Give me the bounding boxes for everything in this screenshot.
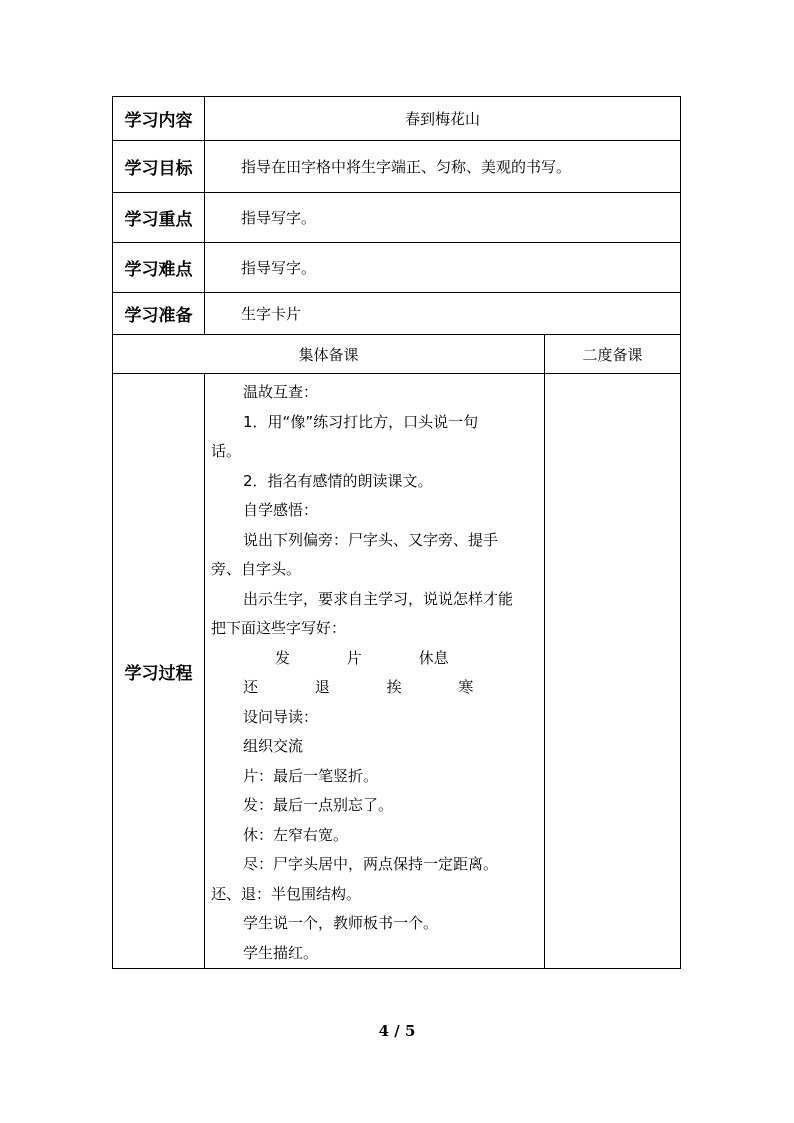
header-second: 二度备课	[545, 335, 681, 374]
row-content	[113, 97, 681, 141]
process-line: 组织交流	[243, 737, 304, 755]
value-content: 春到梅花山	[205, 97, 681, 141]
process-content	[205, 374, 545, 969]
process-line: 温故互查：	[243, 383, 319, 401]
row-difficulty	[113, 243, 681, 293]
process-line: 片：最后一笔竖折。	[243, 766, 379, 785]
row-focus	[113, 193, 681, 243]
row-prep	[113, 293, 681, 335]
row-goal	[113, 141, 681, 193]
character-list	[211, 644, 534, 703]
value-prep: 生字卡片	[205, 293, 681, 335]
header-collective: 集体备课	[113, 335, 545, 374]
label-goal: 学习目标	[113, 141, 205, 193]
character-item: 寒	[458, 678, 474, 696]
value-difficulty: 指导写字。	[205, 243, 681, 293]
process-line: 2．指名有感情的朗读课文。	[243, 471, 433, 490]
process-line: 1．用“像”练习打比方，口头说一句	[243, 412, 479, 431]
character-item: 退	[314, 678, 330, 696]
character-item: 还	[243, 678, 259, 696]
process-line: 自学感悟：	[243, 501, 319, 519]
value-focus: 指导写字。	[205, 193, 681, 243]
label-process: 学习过程	[113, 374, 205, 969]
process-line: 说出下列偏旁：尸字头、又字旁、提手	[243, 530, 499, 549]
character-item: 休息	[418, 648, 449, 667]
second-prep-cell	[545, 374, 681, 969]
process-line: 还、退：半包围结构。	[211, 884, 362, 903]
process-line: 学生说一个，教师板书一个。	[243, 914, 439, 932]
process-line: 旁、自字头。	[211, 560, 302, 578]
process-line: 学生描红。	[243, 943, 319, 962]
character-item: 发	[275, 648, 291, 667]
process-line: 设问导读：	[243, 707, 319, 726]
process-line: 休：左窄右宽。	[243, 825, 349, 844]
label-prep: 学习准备	[113, 293, 205, 335]
process-line: 出示生字，要求自主学习，说说怎样才能	[243, 589, 514, 608]
character-item: 片	[346, 648, 362, 667]
label-content: 学习内容	[113, 97, 205, 141]
page-number: 4 / 5	[378, 1022, 416, 1040]
label-difficulty: 学习难点	[113, 243, 205, 293]
lesson-plan-table	[112, 96, 681, 969]
process-line: 话。	[211, 442, 242, 460]
process-line: 尽：尸字头居中，两点保持一定距离。	[243, 855, 499, 873]
row-headers	[113, 335, 681, 374]
character-item: 挨	[386, 678, 402, 696]
row-process	[113, 374, 681, 969]
process-line: 发：最后一点别忘了。	[243, 796, 394, 814]
value-goal: 指导在田字格中将生字端正、匀称、美观的书写。	[205, 141, 681, 193]
process-line: 把下面这些字写好：	[211, 619, 347, 637]
label-focus: 学习重点	[113, 193, 205, 243]
